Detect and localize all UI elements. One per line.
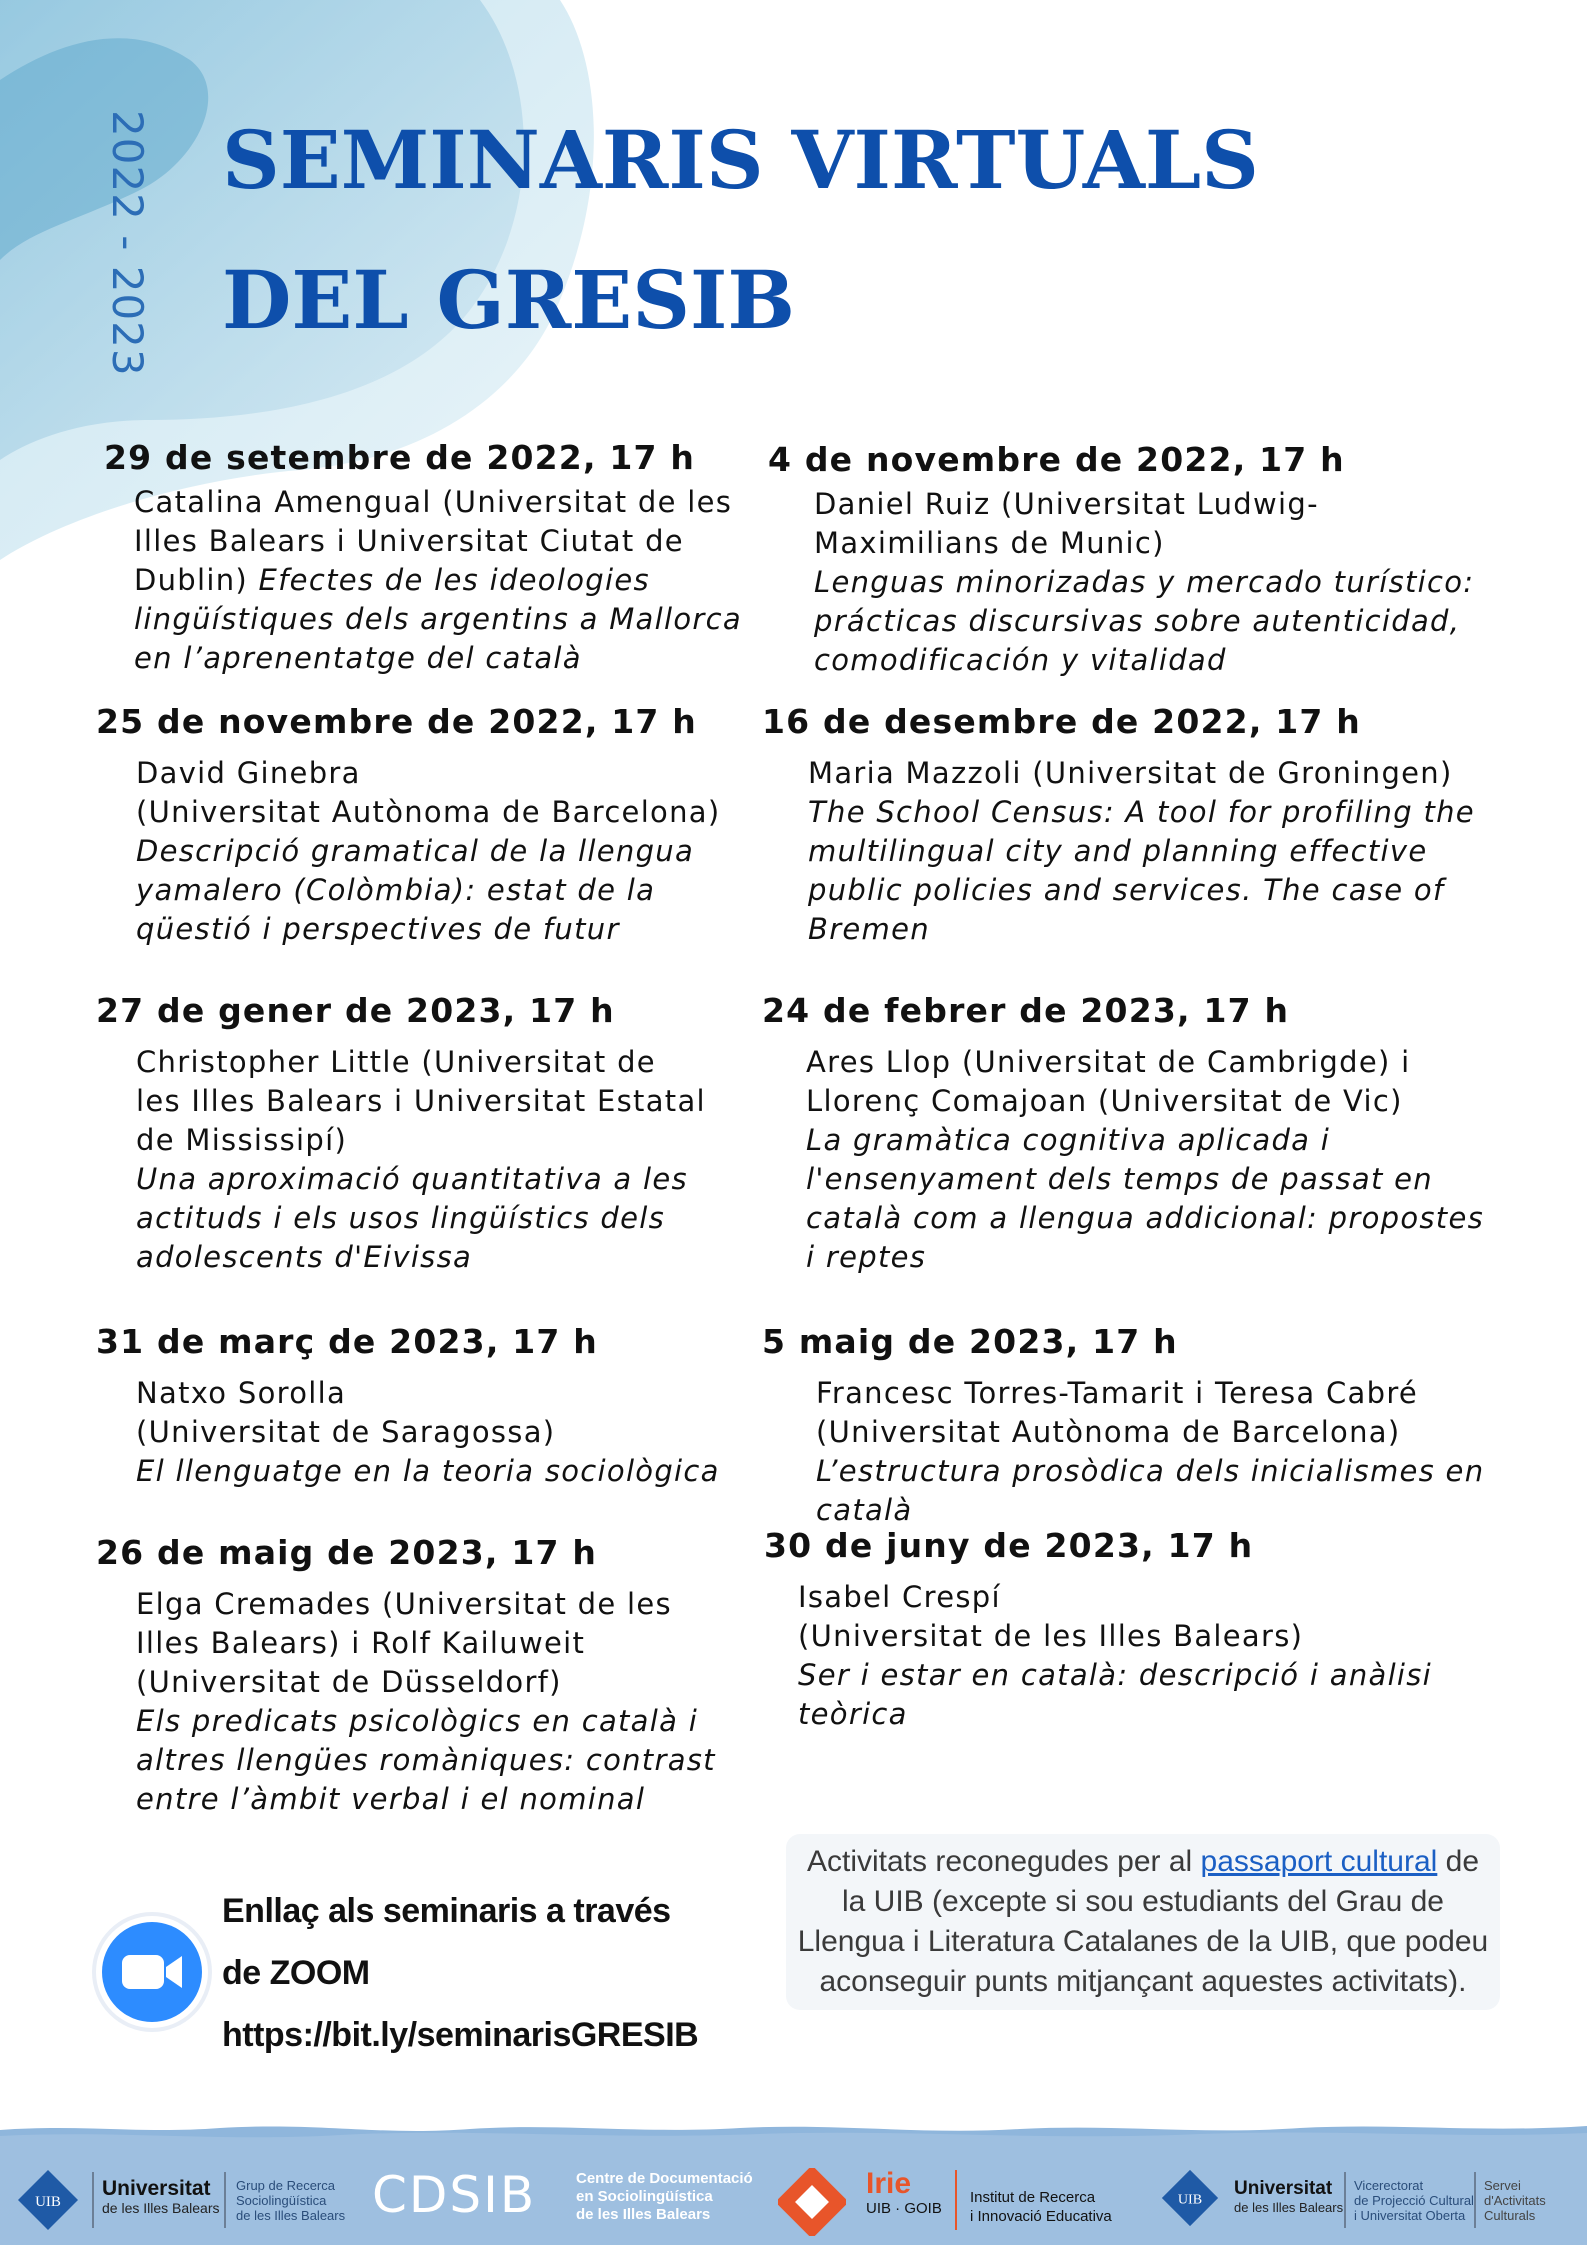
divider: [1344, 2172, 1346, 2228]
cdsib-logo-text: Centre de Documentació en Sociolingüística de les Illes Balears: [576, 2170, 753, 2223]
event-speaker: Maria Mazzoli (Universitat de Groningen): [808, 756, 1453, 790]
zoom-text-line: de ZOOM: [222, 1954, 370, 1992]
event-speaker: Francesc Torres-Tamarit i Teresa Cabré: [816, 1376, 1419, 1410]
passaport-cultural-link[interactable]: passaport cultural: [1200, 1845, 1438, 1878]
event-speaker: Llorenç Comajoan (Universitat de Vic): [806, 1084, 1403, 1118]
event-speaker: (Universitat de les Illes Balears): [798, 1619, 1304, 1653]
divider: [1474, 2172, 1476, 2228]
event-0-right: [768, 440, 1474, 680]
event-talk-title: adolescents d'Eivissa: [136, 1240, 473, 1274]
event-talk-title: yamalero (Colòmbia): estat de la: [136, 873, 656, 907]
zoom-url-link[interactable]: https://bit.ly/seminarisGRESIB: [222, 2016, 699, 2054]
event-talk-title: lingüístiques dels argentins a Mallorca: [134, 602, 742, 636]
event-talk-title: l'ensenyament dels temps de passat en: [806, 1162, 1433, 1196]
event-speaker: Catalina Amengual (Universitat de les: [134, 485, 733, 519]
event-date: 31 de març de 2023, 17 h: [96, 1322, 598, 1361]
event-speaker: Illes Balears) i Rolf Kailuweit: [136, 1626, 586, 1660]
event-3-left: [96, 1322, 720, 1491]
cultural-passport-note: Activitats reconegudes per al passaport cultural de la UIB (excepte si sou estudiants del Grau de Llengua i Literatura Catalanes de la UIB, que podeu aconseguir punts mitjançant aquestes activitats).: [786, 1834, 1500, 2010]
event-speaker: (Universitat de Düsseldorf): [136, 1665, 562, 1699]
event-talk-title: en l’aprenentatge del català: [134, 641, 582, 675]
zoom-link-block: [222, 1880, 698, 2066]
event-date: 4 de novembre de 2022, 17 h: [768, 440, 1345, 479]
zoom-camera-icon: [96, 1916, 208, 2028]
event-speaker-mixed: Dublin) Efectes de les ideologies: [134, 563, 650, 597]
event-speaker: David Ginebra: [136, 756, 361, 790]
title-line-2: DEL GRESIB: [222, 253, 796, 347]
zoom-text-line: Enllaç als seminaris a través: [222, 1892, 671, 1930]
event-talk-title: El llenguatge en la teoria sociològica: [136, 1454, 720, 1488]
uib-name-2: Universitat de les Illes Balears: [1234, 2178, 1344, 2215]
svg-text:UIB: UIB: [35, 2194, 61, 2210]
event-speaker: Elga Cremades (Universitat de les: [136, 1587, 672, 1621]
divider: [955, 2170, 957, 2230]
event-talk-title: multilingual city and planning effective: [808, 834, 1428, 868]
event-talk-title: Descripció gramatical de la llengua: [136, 834, 695, 868]
event-speaker: de Mississipí): [136, 1123, 348, 1157]
event-talk-title: Bremen: [808, 912, 930, 946]
svg-text:UIB: UIB: [1177, 2191, 1203, 2208]
event-1-right: [762, 702, 1475, 949]
event-4-right: [764, 1526, 1432, 1734]
event-1-left: [96, 702, 720, 949]
event-talk-title: L’estructura prosòdica dels inicialismes en català: [816, 1454, 1485, 1527]
event-talk-title: La gramàtica cognitiva aplicada i: [806, 1123, 1331, 1157]
event-talk-title: The School Census: A tool for profiling the: [808, 795, 1475, 829]
event-talk-title: Una aproximació quantitativa a les: [136, 1162, 688, 1196]
event-speaker: Daniel Ruiz (Universitat Ludwig-: [814, 487, 1319, 521]
event-2-right: [762, 991, 1484, 1277]
event-talk-title: entre l’àmbit verbal i el nominal: [136, 1782, 646, 1816]
event-talk-title: teòrica: [798, 1697, 908, 1731]
event-talk-title: Ser i estar en català: descripció i anàlisi: [798, 1658, 1433, 1692]
event-2-left: [96, 991, 706, 1277]
event-date: 27 de gener de 2023, 17 h: [96, 991, 615, 1030]
event-date: 24 de febrer de 2023, 17 h: [762, 991, 1290, 1030]
event-talk-title: català com a llengua addicional: propostes: [806, 1201, 1485, 1235]
event-speaker: les Illes Balears i Universitat Estatal: [136, 1084, 706, 1118]
event-speaker: Christopher Little (Universitat de: [136, 1045, 656, 1079]
event-speaker: (Universitat de Saragossa): [136, 1415, 556, 1449]
event-speaker: Maximilians de Munic): [814, 526, 1165, 560]
event-talk-title: qüestió i perspectives de futur: [136, 912, 620, 946]
irie-logo-mark: [778, 2168, 846, 2241]
uib-logo: [16, 2168, 80, 2237]
event-date: 5 maig de 2023, 17 h: [762, 1322, 1178, 1361]
divider: [92, 2172, 94, 2228]
event-talk-title: prácticas discursivas sobre autenticidad,: [814, 604, 1461, 638]
event-3-right: [762, 1322, 1587, 1530]
event-date: 30 de juny de 2023, 17 h: [764, 1526, 1254, 1565]
page-title: [222, 90, 1259, 370]
event-talk-title: altres llengües romàniques: contrast: [136, 1743, 716, 1777]
event-talk-title: comodificación y vitalidad: [814, 643, 1227, 677]
event-speaker: Natxo Sorolla: [136, 1376, 347, 1410]
event-speaker: Ares Llop (Universitat de Cambrigde) i: [806, 1045, 1411, 1079]
event-speaker: Illes Balears i Universitat Ciutat de: [134, 524, 684, 558]
event-speaker: Isabel Crespí: [798, 1580, 1001, 1614]
event-date: 29 de setembre de 2022, 17 h: [104, 438, 696, 477]
irie-logo: Irie UIB · GOIB: [866, 2167, 942, 2217]
event-talk-title: public policies and services. The case of: [808, 873, 1445, 907]
divider: [224, 2172, 226, 2228]
event-speaker: (Universitat Autònoma de Barcelona): [136, 795, 721, 829]
event-0-left: [104, 438, 742, 678]
irie-logo-text: Institut de Recerca i Innovació Educativa: [970, 2189, 1112, 2225]
event-date: 26 de maig de 2023, 17 h: [96, 1533, 598, 1572]
cdsib-logo: CDSIB: [372, 2166, 537, 2224]
uib-name-1: Universitat de les Illes Balears: [102, 2177, 220, 2216]
vicerectorat-logo-text: Vicerectorat de Projecció Cultural i Universitat Oberta: [1354, 2178, 1474, 2223]
event-date: 25 de novembre de 2022, 17 h: [96, 702, 697, 741]
event-talk-title: i reptes: [806, 1240, 927, 1274]
event-talk-title: actituds i els usos lingüístics dels: [136, 1201, 666, 1235]
event-talk-title: Els predicats psicològics en català i: [136, 1704, 699, 1738]
event-speaker: (Universitat Autònoma de Barcelona): [816, 1415, 1401, 1449]
year-label: 2022 - 2023: [103, 110, 152, 377]
servei-logo-text: Servei d'Activitats Culturals: [1484, 2178, 1546, 2223]
title-line-1: SEMINARIS VIRTUALS: [222, 113, 1259, 207]
event-4-left: [96, 1533, 716, 1819]
gresib-logo-text: Grup de Recerca Sociolingüística de les Illes Balears: [236, 2178, 346, 2223]
uib-logo-2: [1160, 2168, 1220, 2233]
event-talk-title: Lenguas minorizadas y mercado turístico:: [814, 565, 1475, 599]
event-date: 16 de desembre de 2022, 17 h: [762, 702, 1361, 741]
